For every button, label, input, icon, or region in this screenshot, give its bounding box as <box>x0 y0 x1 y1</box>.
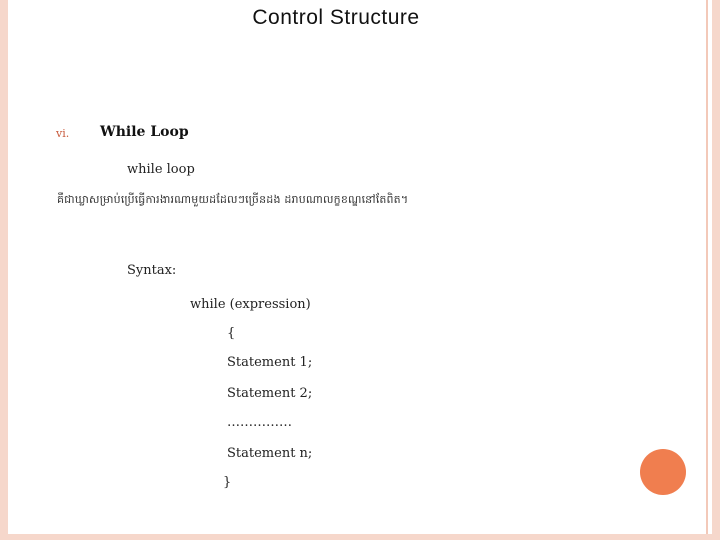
code-line-statement-1: Statement 1; <box>227 355 313 370</box>
section-heading: While Loop <box>100 124 189 140</box>
slide-title: Control Structure <box>252 6 420 29</box>
section-number: vi. <box>56 127 70 140</box>
code-line-statement-2: Statement 2; <box>227 386 313 401</box>
code-line-ellipsis: …………… <box>227 415 292 430</box>
code-line-close-brace: } <box>223 475 232 490</box>
code-line-open-brace: { <box>227 326 236 341</box>
decorative-circle <box>640 449 686 495</box>
left-frame-border <box>0 0 8 540</box>
syntax-label: Syntax: <box>127 263 177 278</box>
subheading: while loop <box>127 162 195 177</box>
right-frame-border <box>712 0 720 540</box>
right-frame-line <box>706 0 708 540</box>
code-line-statement-n: Statement n; <box>227 446 313 461</box>
code-line-while: while (expression) <box>190 297 311 312</box>
description-text: គឺជាឃ្លាសម្រាប់ប្រើធ្វើការងារណាមួយដដែលៗច្រើនដង ដរាបណាលក្ខខណ្ឌនៅតែពិត។ <box>57 193 409 206</box>
bottom-frame-border <box>0 534 720 540</box>
